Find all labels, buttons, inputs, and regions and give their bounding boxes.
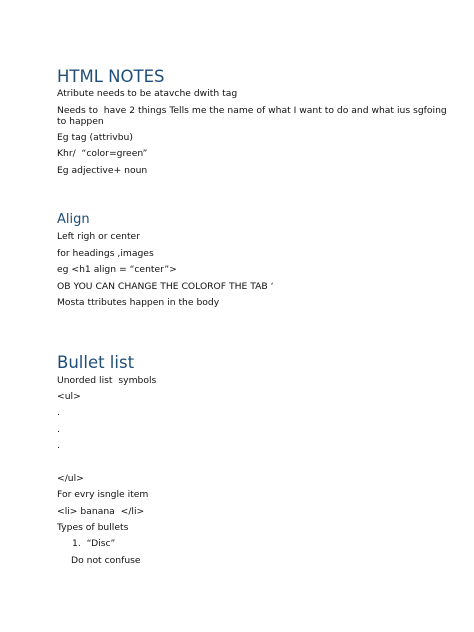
intro-line-5: Eg adjective+ noun: [57, 165, 148, 176]
align-heading: Align: [57, 212, 90, 227]
align-line-5: Mosta ttributes happen in the body: [57, 297, 220, 308]
intro-line-1: Atribute needs to be atavche dwith tag: [57, 88, 238, 99]
bullet-line-8: For evry isngle item: [57, 489, 149, 500]
bullet-line-10: Types of bullets: [57, 522, 129, 533]
align-line-3: eg <h1 align = “center”>: [57, 264, 177, 275]
bullet-line-5: .: [57, 440, 60, 451]
numbered-list-item: 1. “Disc”: [72, 538, 116, 549]
bullet-line-3: .: [57, 407, 60, 418]
bullet-line-2: <ul>: [57, 391, 81, 402]
bullet-line-1: Unorded list symbols: [57, 375, 157, 386]
align-line-2: for headings ,images: [57, 248, 154, 259]
bullet-list-heading: Bullet list: [57, 353, 135, 372]
page-title: HTML NOTES: [57, 67, 165, 86]
bullet-line-7: </ul>: [57, 473, 84, 484]
intro-line-3: Eg tag (attrivbu): [57, 132, 133, 143]
align-line-1: Left righ or center: [57, 231, 140, 242]
bullet-line-4: .: [57, 424, 60, 435]
bullet-last-line: Do not confuse: [71, 555, 141, 566]
intro-line-4: Khr/ “color=green”: [57, 148, 148, 159]
intro-line-2: Needs to have 2 things Tells me the name of what I want to do and what ius sgfoing to happen: [57, 105, 450, 127]
align-line-4: OB YOU CAN CHANGE THE COLOROF THE TAB ‘: [57, 281, 274, 292]
bullet-line-9: <li> banana </li>: [57, 506, 145, 517]
